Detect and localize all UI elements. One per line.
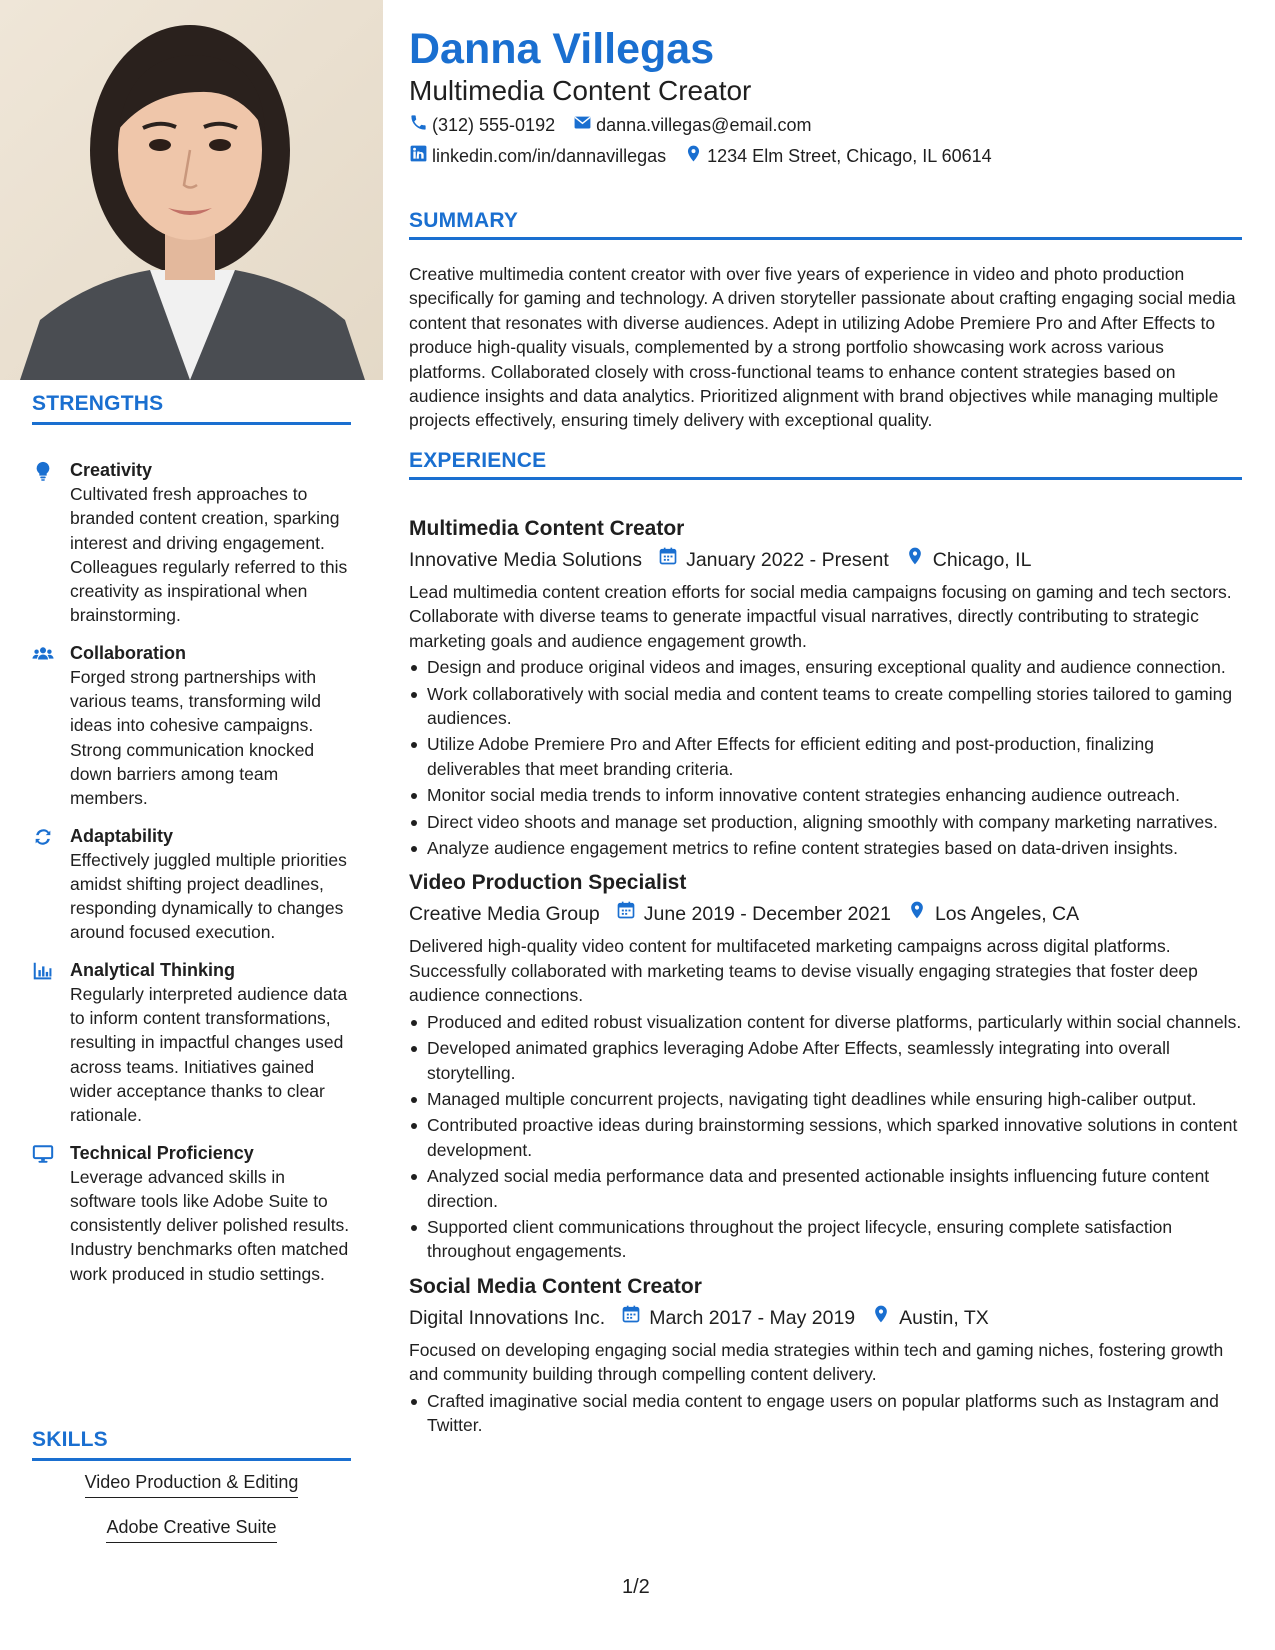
address-contact xyxy=(684,144,992,168)
job-dates: June 2019 - December 2021 xyxy=(643,903,891,926)
monitor-icon xyxy=(32,1141,70,1286)
calendar-icon xyxy=(642,544,686,576)
job-meta xyxy=(409,898,1242,930)
bullet-item: Produced and edited robust visualization content for diverse platforms, particularly within social channels. xyxy=(409,1010,1242,1034)
strength-description: Effectively juggled multiple priorities amidst shifting project deadlines, responding dynamically to changes around focused execution. xyxy=(70,849,347,943)
job-description: Lead multimedia content creation efforts for social media campaigns focusing on gaming and tech sectors. Collaborate with diverse teams to generate impactful visual narratives, directly contributing to strategic marketing goals and audience engagement growth. xyxy=(409,582,1232,651)
map-pin-icon xyxy=(855,1302,899,1334)
profile-photo xyxy=(0,0,383,380)
users-icon xyxy=(32,641,70,811)
strength-title: Creativity xyxy=(70,460,153,480)
job-dates: March 2017 - May 2019 xyxy=(649,1306,856,1329)
summary-heading: SUMMARY xyxy=(409,209,1242,240)
calendar-icon xyxy=(605,1302,649,1334)
strength-description: Forged strong partnerships with various teams, transforming wild ideas into cohesive campaigns. Strong communication knocked down barriers among team members. xyxy=(70,666,321,809)
job-bullets xyxy=(409,1010,1242,1264)
job-location: Austin, TX xyxy=(899,1306,989,1329)
bullet-item: Analyzed social media performance data and presented actionable insights influencing future content direction. xyxy=(409,1164,1242,1213)
experience-list xyxy=(409,514,1242,1445)
sync-icon xyxy=(32,824,70,945)
map-pin-icon xyxy=(889,544,933,576)
lightbulb-icon xyxy=(32,458,70,628)
strength-description: Cultivated fresh approaches to branded content creation, sparking interest and driving engagement. Colleagues regularly referred to this creativity as inspirational when brainstorming. xyxy=(70,484,348,626)
job-location: Chicago, IL xyxy=(932,549,1032,571)
address-text: 1234 Elm Street, Chicago, IL 60614 xyxy=(707,145,992,166)
strength-title: Technical Proficiency xyxy=(70,1142,254,1163)
job-description: Delivered high-quality video content for multifaceted marketing campaigns across digital platforms. Successfully collaborated with marketing teams to devise visually engaging strategies that foster deep audience connections. xyxy=(409,936,1198,1006)
summary-text: Creative multimedia content creator with over five years of experience in video and photo production specifically for gaming and technology. A driven storyteller passionate about crafting engaging social media content that resonates with diverse audiences. Adept in utilizing Adobe Premiere Pro and After Effects to produce high-quality visuals, complemented by a strong portfolio showcasing work across various platforms. Collaborated closely with cross-functional teams to enhance content strategies based on audience insights and data analytics. Prioritized alignment with brand objectives while managing multiple projects effectively, ensuring timely delivery with exceptional quality. xyxy=(409,264,1236,431)
envelope-icon xyxy=(573,113,596,137)
skill-item: Adobe Creative Suite xyxy=(106,1515,276,1543)
job-bullets xyxy=(409,655,1242,860)
linkedin-icon xyxy=(409,144,432,168)
job-dates: January 2022 - Present xyxy=(686,549,889,571)
phone-icon xyxy=(409,113,432,137)
company-name: Creative Media Group xyxy=(409,903,600,926)
job-meta xyxy=(409,1302,1242,1334)
page-number: 1/2 xyxy=(622,1576,650,1598)
map-pin-icon xyxy=(891,898,935,930)
map-pin-icon xyxy=(684,144,707,168)
bullet-item: Monitor social media trends to inform innovative content strategies enhancing audience outreach. xyxy=(409,783,1242,807)
contact-row xyxy=(409,113,829,137)
email-address: danna.villegas@email.com xyxy=(596,114,812,135)
job-entry xyxy=(409,514,1242,860)
linkedin-url: linkedin.com/in/dannavillegas xyxy=(432,145,667,166)
strength-item xyxy=(32,641,352,811)
left-column xyxy=(0,0,383,1650)
job-entry xyxy=(409,868,1242,1263)
bullet-item: Utilize Adobe Premiere Pro and After Effects for efficient editing and post-production, finalizing deliverables that meet branding criteria. xyxy=(409,732,1242,781)
skill-item: Video Production & Editing xyxy=(85,1470,299,1498)
bullet-item: Managed multiple concurrent projects, navigating tight deadlines while ensuring high-caliber output. xyxy=(409,1087,1242,1111)
strength-title: Adaptability xyxy=(70,825,174,846)
phone-contact xyxy=(409,113,555,137)
job-title: Multimedia Content Creator xyxy=(409,517,685,540)
bar-chart-icon xyxy=(32,958,70,1128)
bullet-item: Supported client communications throughout the project lifecycle, ensuring complete satisfaction throughout engagements. xyxy=(409,1215,1242,1264)
experience-heading: EXPERIENCE xyxy=(409,449,1242,480)
bullet-item: Crafted imaginative social media content to engage users on popular platforms such as Instagram and Twitter. xyxy=(409,1389,1242,1438)
bullet-item: Design and produce original videos and images, ensuring exceptional quality and audience connection. xyxy=(409,655,1242,679)
strengths-heading: STRENGTHS xyxy=(32,392,351,425)
candidate-role: Multimedia Content Creator xyxy=(409,75,752,106)
strength-item xyxy=(32,1141,352,1286)
strength-title: Analytical Thinking xyxy=(70,959,236,980)
bullet-item: Work collaboratively with social media and content teams to create compelling stories tailored to gaming audiences. xyxy=(409,682,1242,731)
job-bullets xyxy=(409,1389,1242,1438)
strength-description: Leverage advanced skills in software tools like Adobe Suite to consistently deliver polished results. Industry benchmarks often matched work produced in studio settings. xyxy=(70,1166,350,1284)
company-name: Digital Innovations Inc. xyxy=(409,1306,606,1329)
calendar-icon xyxy=(600,898,644,930)
job-entry xyxy=(409,1272,1242,1438)
company-name: Innovative Media Solutions xyxy=(409,549,643,571)
strengths-list xyxy=(32,458,352,1299)
strength-description: Regularly interpreted audience data to inform content transformations, resulting in impactful changes used across teams. Initiatives gained wider acceptance thanks to clear rationale. xyxy=(70,983,348,1126)
linkedin-contact[interactable] xyxy=(409,144,666,168)
job-meta xyxy=(409,544,1242,576)
strength-item xyxy=(32,824,352,945)
job-title: Social Media Content Creator xyxy=(409,1274,702,1298)
phone-number: (312) 555-0192 xyxy=(432,114,556,135)
job-title: Video Production Specialist xyxy=(409,871,687,895)
email-contact[interactable] xyxy=(573,113,811,137)
bullet-item: Direct video shoots and manage set production, aligning smoothly with company marketing narratives. xyxy=(409,810,1242,834)
strength-title: Collaboration xyxy=(70,642,186,663)
bullet-item: Developed animated graphics leveraging Adobe After Effects, seamlessly integrating into overall storytelling. xyxy=(409,1036,1242,1085)
job-description: Focused on developing engaging social media strategies within tech and gaming niches, fostering growth and community building through compelling content delivery. xyxy=(409,1339,1224,1385)
candidate-name: Danna Villegas xyxy=(409,25,715,73)
skills-list xyxy=(32,1470,351,1560)
bullet-item: Analyze audience engagement metrics to refine content strategies based on data-driven insights. xyxy=(409,836,1242,860)
strength-item xyxy=(32,958,352,1128)
job-location: Los Angeles, CA xyxy=(934,903,1080,926)
contact-row xyxy=(409,144,1010,168)
skills-heading: SKILLS xyxy=(32,1428,351,1461)
strength-item xyxy=(32,458,352,628)
bullet-item: Contributed proactive ideas during brainstorming sessions, which sparked innovative solutions in content development. xyxy=(409,1113,1242,1162)
